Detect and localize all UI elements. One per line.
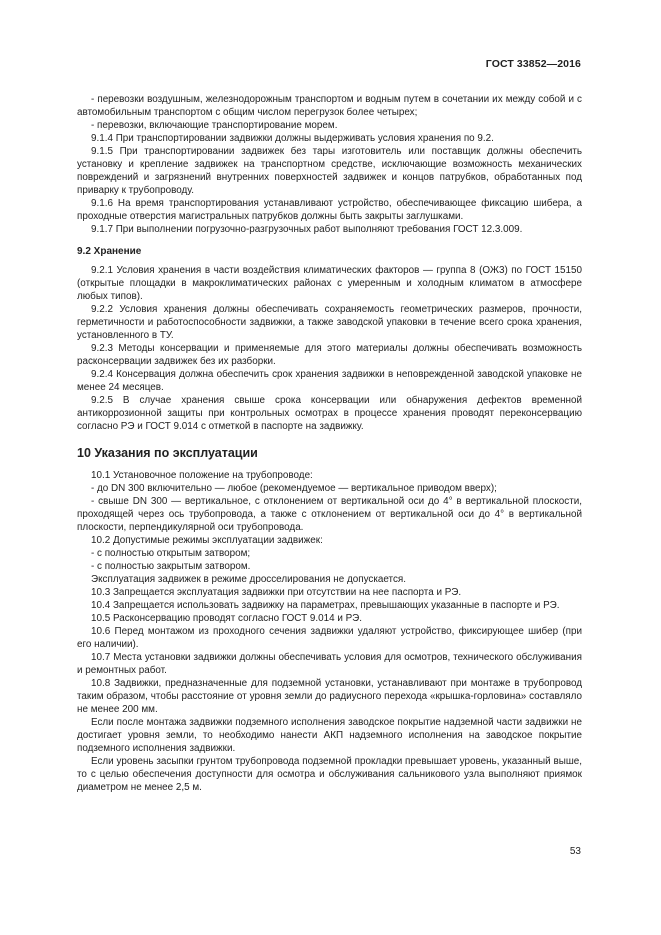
paragraph: 9.1.4 При транспортировании задвижки должны выдерживать условия хранения по 9.2. [91, 133, 494, 144]
paragraph: 9.2.2 Условия хранения должны обеспечивать сохраняемость геометрических размеров, прочности, герметичности и работоспособности задвижки, а также заводской упаковки в течение всего срока хранения, установленного в ТУ. [77, 304, 582, 341]
paragraph: - перевозки, включающие транспортирование морем. [91, 120, 338, 131]
paragraph: - перевозки воздушным, железнодорожным транспортом и водным путем в сочетании их между собой и с автомобильным транспортом с общим числом перегрузок более четырех; [77, 94, 582, 118]
paragraph: 10.1 Установочное положение на трубопроводе: [91, 470, 313, 481]
paragraph: 9.1.6 На время транспортирования устанавливают устройство, обеспечивающее фиксацию шибера, а проходные отверстия магистральных патрубков должны быть закрыты заглушками. [77, 198, 582, 222]
paragraph: 9.1.7 При выполнении погрузочно-разгрузочных работ выполняют требования ГОСТ 12.3.009. [91, 224, 523, 235]
paragraph: 9.2.3 Методы консервации и применяемые для этого материалы должны обеспечивать возможность расконсервации задвижек без их разборки. [77, 343, 582, 367]
paragraph: - свыше DN 300 — вертикальное, с отклонением от вертикальной оси до 4° в вертикальной плоскости, проходящей через ось трубопровода, а также с отклонением от вертикальной оси до 4° в вертикальной плоскости, перпендикулярной оси трубопровода. [77, 496, 582, 533]
paragraph: 10.4 Запрещается использовать задвижку на параметрах, превышающих указанные в паспорте и РЭ. [91, 600, 560, 611]
paragraph: 9.2.5 В случае хранения свыше срока консервации или обнаружения дефектов временной антикоррозионной защиты при контрольных осмотрах в процессе хранения проводят переконсервацию согласно РЭ и ГОСТ 9.014 с отметкой в паспорте на задвижку. [77, 395, 582, 432]
paragraph: 10.2 Допустимые режимы эксплуатации задвижек: [91, 535, 323, 546]
paragraph: - с полностью открытым затвором; [91, 548, 251, 559]
subsection-heading: 9.2 Хранение [77, 246, 142, 257]
paragraph: 10.7 Места установки задвижки должны обеспечивать условия для осмотров, технического обслуживания и ремонтных работ. [77, 652, 582, 676]
paragraph: 10.6 Перед монтажом из проходного сечения задвижки удаляют устройство, фиксирующее шибер (при его наличии). [77, 626, 582, 650]
paragraph: - с полностью закрытым затвором. [91, 561, 251, 572]
document-header-id: ГОСТ 33852—2016 [485, 58, 581, 70]
paragraph: 9.2.4 Консервация должна обеспечить срок хранения задвижки в неповрежденной заводской упаковке не менее 24 месяцев. [77, 369, 582, 393]
paragraph: 10.8 Задвижки, предназначенные для подземной установки, устанавливают при монтаже в трубопровод таким образом, чтобы расстояние от уровня земли до радиусного перехода «крышка-горловина» составляло не менее 200 мм. [77, 678, 582, 715]
paragraph: 9.2.1 Условия хранения в части воздействия климатических факторов — группа 8 (ОЖ3) по ГОСТ 15150 (открытые площадки в макроклиматических районах с умеренным и холодным климатом в атмосфере любых типов). [77, 265, 582, 302]
document-body [77, 93, 582, 794]
paragraph: - до DN 300 включительно — любое (рекомендуемое — вертикальное приводом вверх); [91, 483, 497, 494]
paragraph: Если после монтажа задвижки подземного исполнения заводское покрытие надземной части задвижки не достигает уровня земли, то необходимо нанести АКП надземного исполнения на заводское покрытие подземного исполнения задвижки. [77, 717, 582, 754]
page-number: 53 [569, 846, 581, 857]
paragraph: Эксплуатация задвижек в режиме дросселирования не допускается. [91, 574, 406, 585]
paragraph: 10.5 Расконсервацию проводят согласно ГОСТ 9.014 и РЭ. [91, 613, 363, 624]
paragraph: 9.1.5 При транспортировании задвижек без тары изготовитель или поставщик должны обеспечить установку и крепление задвижек на транспортном средстве, исключающие возможность механических повреждений и загрязнений внутренних поверхностей задвижек и концов патрубков, обработанных под приварку к трубопроводу. [77, 146, 582, 196]
section-heading: 10 Указания по эксплуатации [77, 446, 258, 460]
paragraph: Если уровень засыпки грунтом трубопровода подземной прокладки превышает уровень, указанный выше, то с целью обеспечения доступности для осмотра и обслуживания сальникового узла выполняют приямок диаметром не менее 2,5 м. [77, 756, 582, 793]
paragraph: 10.3 Запрещается эксплуатация задвижки при отсутствии на нее паспорта и РЭ. [91, 587, 462, 598]
